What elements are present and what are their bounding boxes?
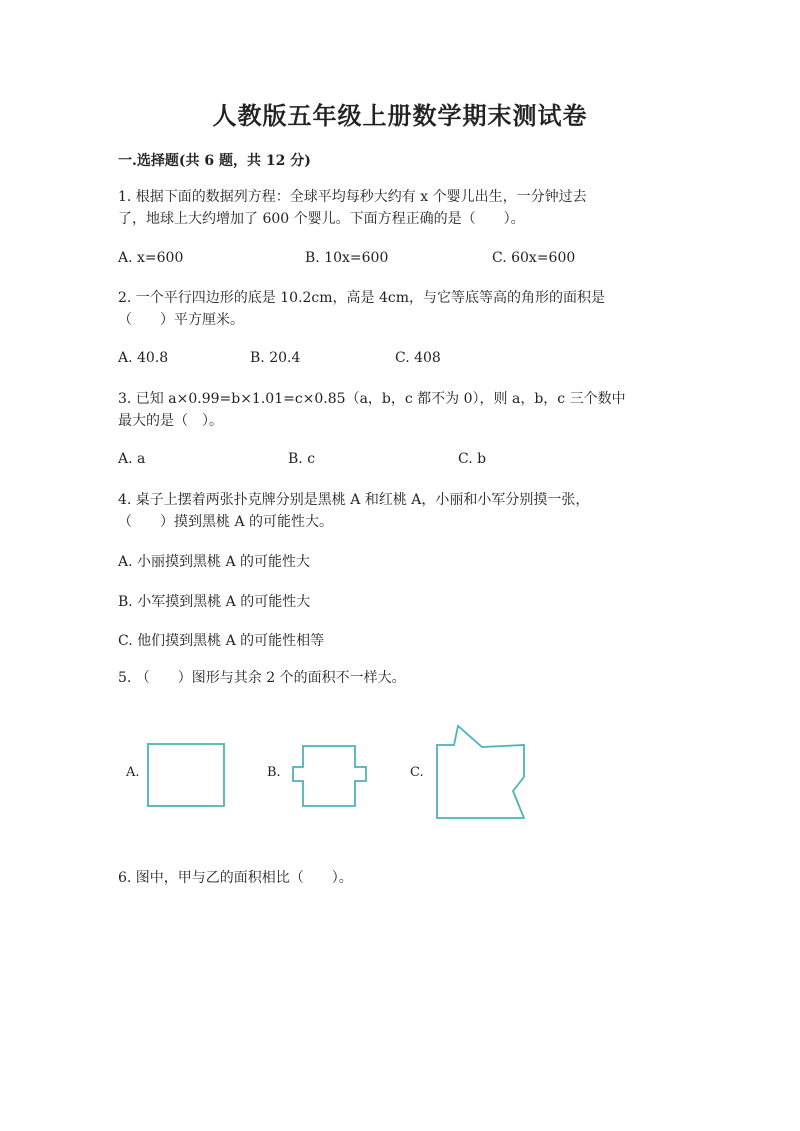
q3-option-b[interactable]: B. c <box>288 451 316 467</box>
q4-option-c[interactable]: C. 他们摸到黑桃 A 的可能性相等 <box>118 633 325 649</box>
question-4-line-1: 4. 桌子上摆着两张扑克牌分别是黑桃 A 和红桃 A，小丽和小军分别摸一张， <box>118 492 590 508</box>
question-2-line-2: （ ）平方厘米。 <box>118 312 244 328</box>
question-1-line-1: 1. 根据下面的数据列方程：全球平均每秒大约有 x 个婴儿出生，一分钟过去 <box>118 189 587 205</box>
q2-option-a[interactable]: A. 40.8 <box>118 350 169 366</box>
q1-option-c[interactable]: C. 60x=600 <box>492 250 576 266</box>
question-5-line-1: 5. （ ）图形与其余 2 个的面积不一样大。 <box>118 670 406 686</box>
question-2-line-1: 2. 一个平行四边形的底是 10.2cm，高是 4cm，与它等底等高的角形的面积是 <box>118 290 606 306</box>
question-4 <box>118 489 589 533</box>
question-4-line-2: （ ）摸到黑桃 A 的可能性大。 <box>118 514 334 530</box>
q1-option-b[interactable]: B. 10x=600 <box>305 250 389 266</box>
q2-option-c[interactable]: C. 408 <box>395 350 441 366</box>
q5-shape-c-irregular-shape <box>437 726 524 818</box>
question-3-line-2: 最大的是（ ）。 <box>118 413 223 429</box>
q4-option-a[interactable]: A. 小丽摸到黑桃 A 的可能性大 <box>118 554 311 570</box>
question-3-line-1: 3. 已知 a×0.99=b×1.01=c×0.85（a，b，c 都不为 0），则 a，b，c 三个数中 <box>118 391 626 407</box>
question-3 <box>118 388 626 432</box>
q5-shape-b-label[interactable]: B. <box>267 765 281 780</box>
q3-option-a[interactable]: A. a <box>118 451 146 467</box>
q4-option-b[interactable]: B. 小军摸到黑桃 A 的可能性大 <box>118 594 311 610</box>
question-6 <box>118 867 353 889</box>
q5-shape-a-label[interactable]: A. <box>126 765 140 780</box>
q3-option-c[interactable]: C. b <box>458 451 487 467</box>
q5-shape-a-rectangle <box>148 744 224 806</box>
page-title: 人教版五年级上册数学期末测试卷 <box>212 101 588 130</box>
q1-option-a[interactable]: A. x=600 <box>118 250 184 266</box>
q5-shape-c-label[interactable]: C. <box>410 765 424 780</box>
q2-option-b[interactable]: B. 20.4 <box>250 350 301 366</box>
question-1-line-2: 了，地球上大约增加了 600 个婴儿。下面方程正确的是（ ）。 <box>118 211 525 227</box>
question-6-line-1: 6. 图中，甲与乙的面积相比（ ）。 <box>118 870 353 886</box>
question-5 <box>118 667 406 689</box>
question-2 <box>118 287 605 331</box>
q5-shape-b-notched-shape <box>293 746 366 806</box>
question-1 <box>118 186 587 230</box>
section-heading: 一.选择题(共 6 题，共 12 分) <box>118 153 311 169</box>
